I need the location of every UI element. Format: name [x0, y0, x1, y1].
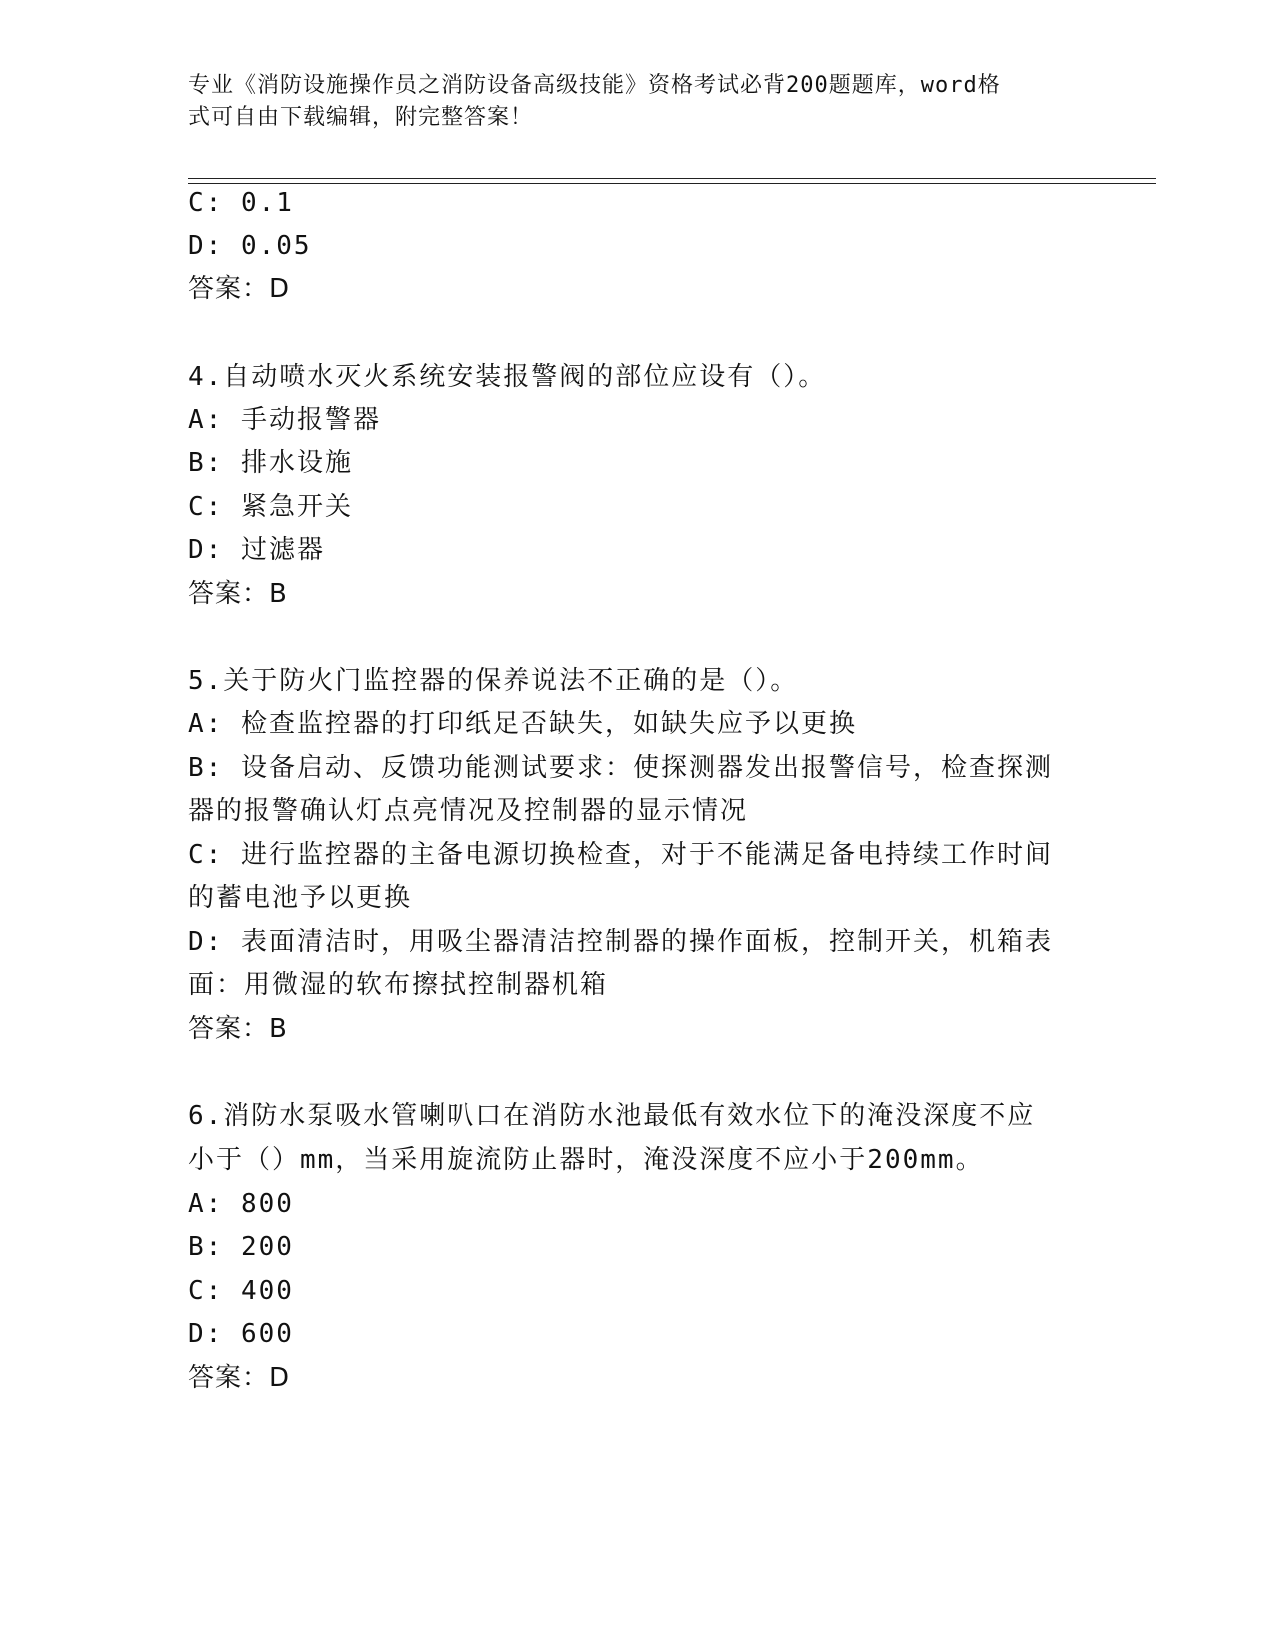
q5-question: 5.关于防火门监控器的保养说法不正确的是（）。: [188, 666, 799, 696]
q6-option-c: C: 400: [188, 1276, 294, 1306]
header-title-line-1: 专业《消防设施操作员之消防设备高级技能》资格考试必背200题题库，word格: [188, 73, 1001, 98]
q5-option-a: A: 检查监控器的打印纸足否缺失，如缺失应予以更换: [188, 709, 857, 739]
q4-answer: 答案：B: [188, 579, 288, 609]
q3-option-d: D: 0.05: [188, 231, 312, 261]
q4-question: 4.自动喷水灭火系统安装报警阀的部位应设有（）。: [188, 362, 827, 392]
q6-option-d: D: 600: [188, 1319, 294, 1349]
q6-option-b: B: 200: [188, 1232, 294, 1262]
q5-option-b-line-2: 器的报警确认灯点亮情况及控制器的显示情况: [188, 796, 749, 826]
header-title-line-2: 式可自由下载编辑，附完整答案！: [188, 105, 534, 130]
q4-option-c: C: 紧急开关: [188, 492, 353, 522]
q5-option-d-line-1: D: 表面清洁时，用吸尘器清洁控制器的操作面板，控制开关，机箱表: [188, 927, 1053, 957]
document-header: [188, 70, 1068, 134]
q6-option-a: A: 800: [188, 1189, 294, 1219]
header-divider-top: [188, 178, 1156, 179]
q4-option-b: B: 排水设施: [188, 448, 353, 478]
q4-option-d: D: 过滤器: [188, 535, 325, 565]
q5-option-d-line-2: 面：用微湿的软布擦拭控制器机箱: [188, 970, 609, 1000]
header-divider-bottom: [188, 183, 1156, 184]
q5-option-b-line-1: B: 设备启动、反馈功能测试要求：使探测器发出报警信号，检查探测: [188, 753, 1053, 783]
q4-option-a: A: 手动报警器: [188, 405, 381, 435]
q5-option-c-line-1: C: 进行监控器的主备电源切换检查，对于不能满足备电持续工作时间: [188, 840, 1053, 870]
q3-option-c: C: 0.1: [188, 188, 294, 218]
q6-answer: 答案：D: [188, 1363, 291, 1393]
q6-question-line-2: 小于（）mm，当采用旋流防止器时，淹没深度不应小于200mm。: [188, 1145, 984, 1175]
q6-question-line-1: 6.消防水泵吸水管喇叭口在消防水池最低有效水位下的淹没深度不应: [188, 1101, 1036, 1131]
q5-answer: 答案：B: [188, 1014, 288, 1044]
q3-answer: 答案：D: [188, 274, 291, 304]
q5-option-c-line-2: 的蓄电池予以更换: [188, 883, 413, 913]
